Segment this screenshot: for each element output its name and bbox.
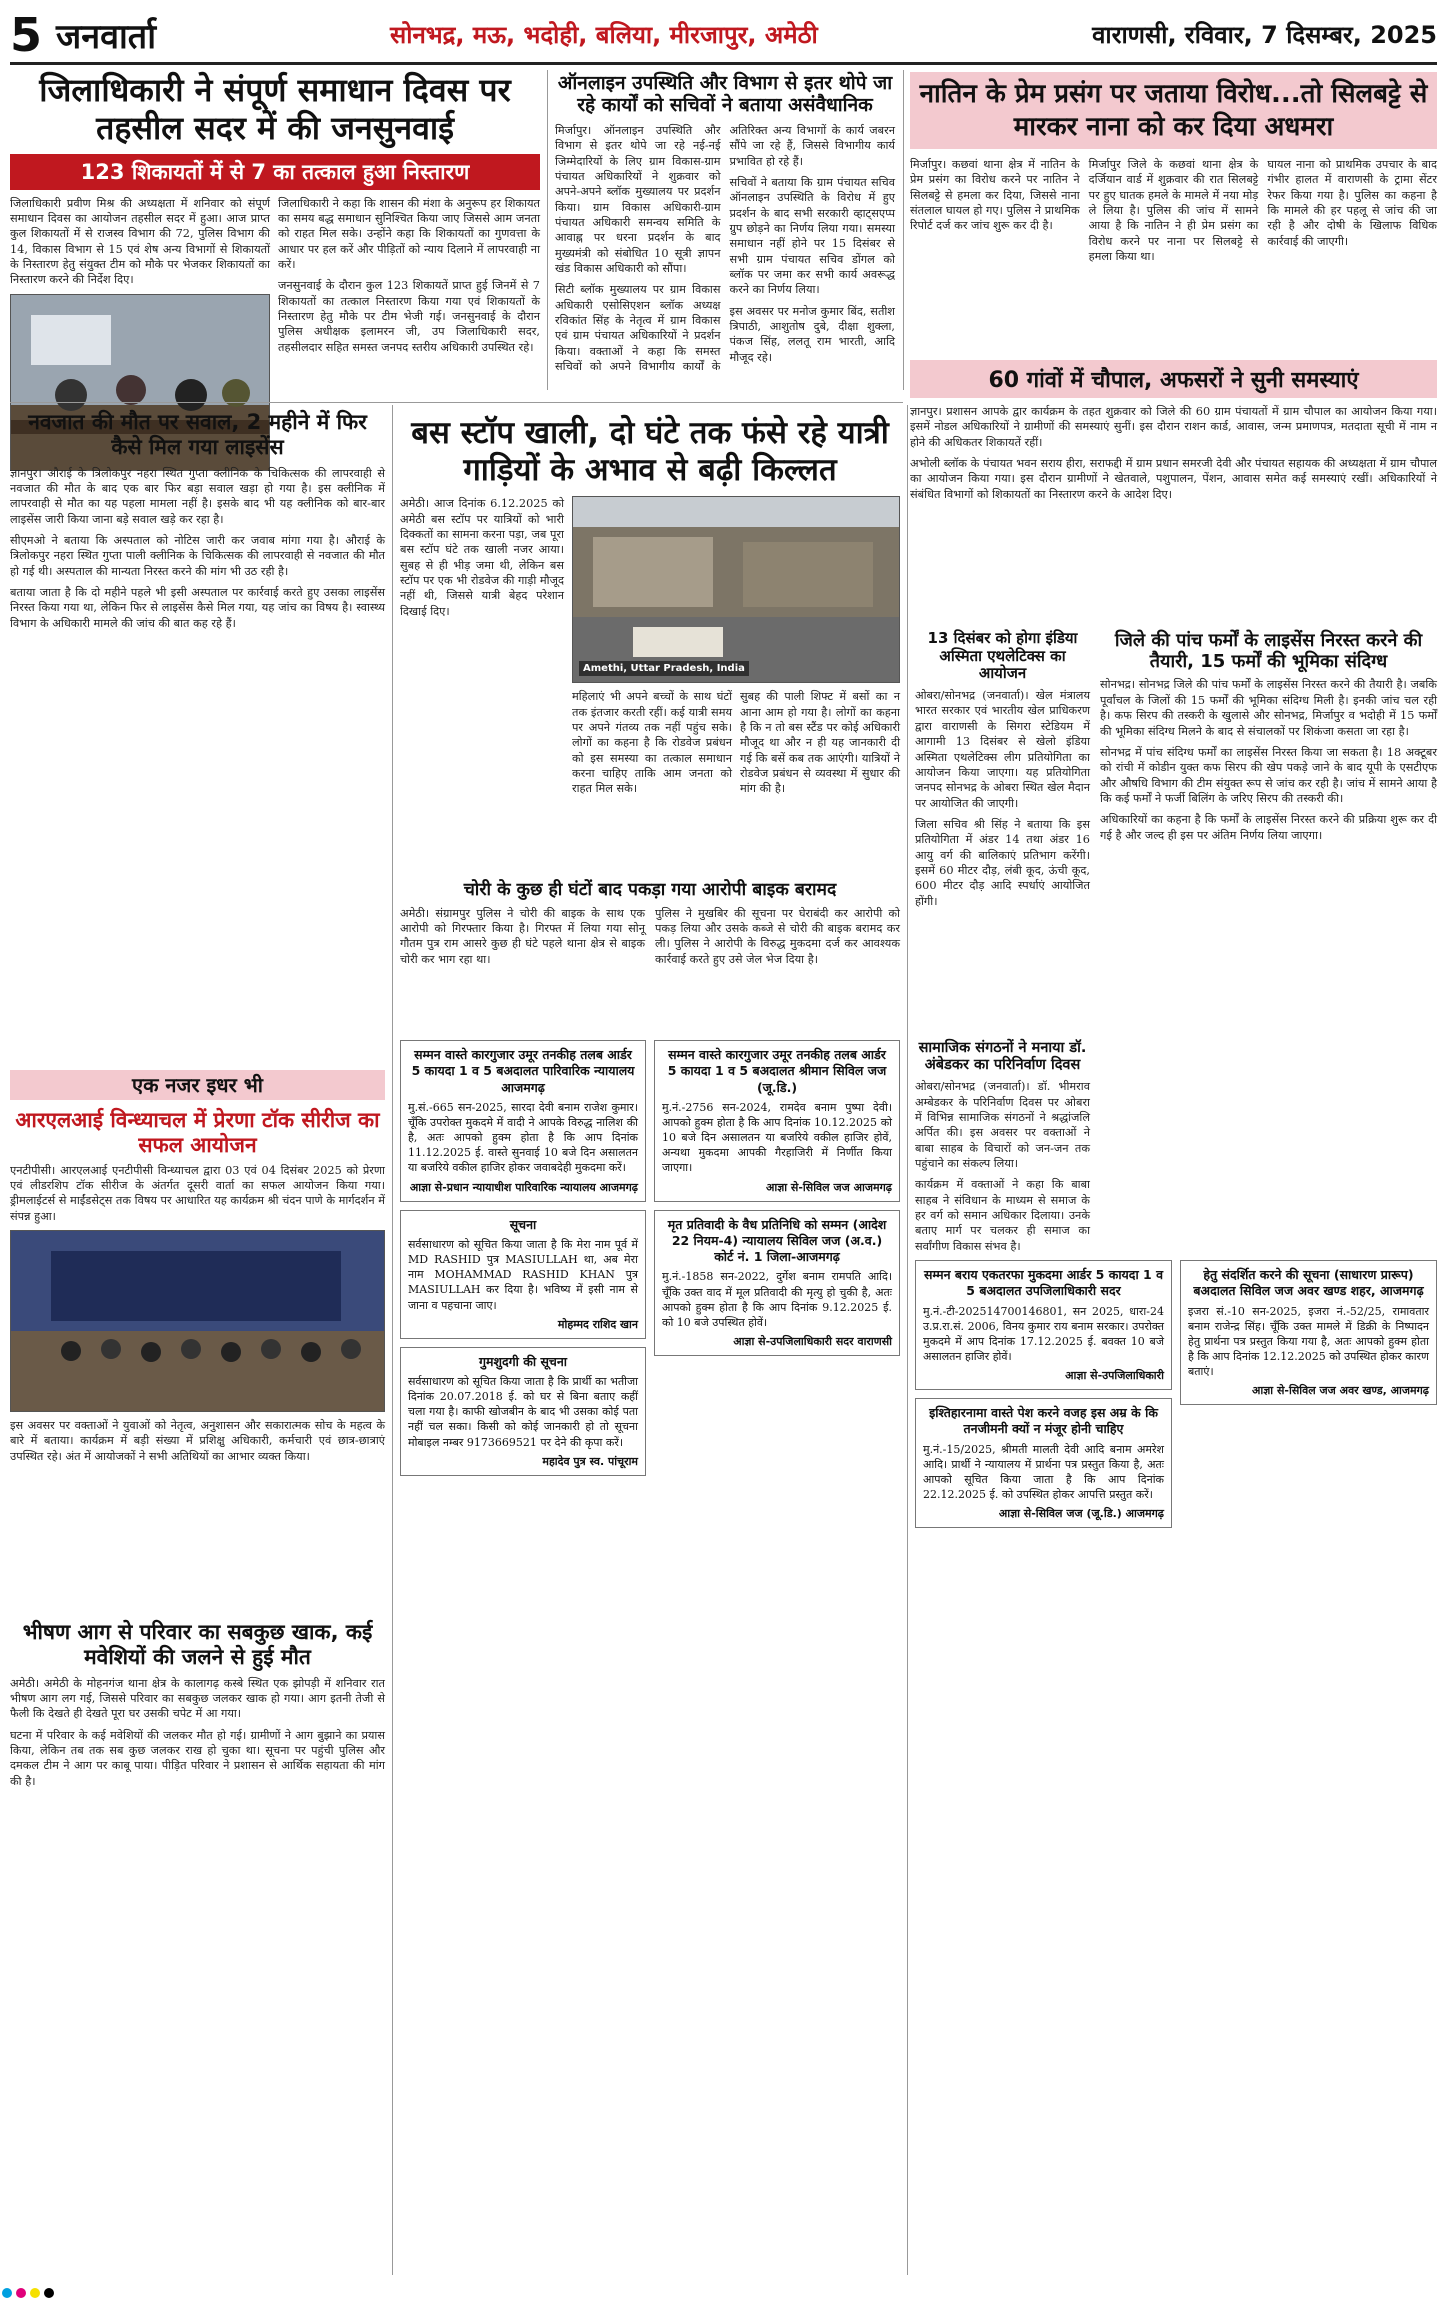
headline: आरएलआई विन्ध्याचल में प्रेरणा टॉक सीरीज का सफल आयोजन: [15, 1108, 380, 1157]
paragraph: ज्ञानपुर। औराई के त्रिलोकपुर नहरा स्थित गुप्ता क्लीनिक के चिकित्सक की लापरवाही से नवजात की मौत के बाद एक बार फिर बड़ा सवाल खड़ा हो गया है। इस क्लीनिक में लापरवाही से मौत का यह पहला मामला नहीं है। इसके बाद भी यह क्लीनिक को बार-बार लाइसेंस जारी किया जाना बड़े सवाल खड़े कर रहा है।: [10, 466, 385, 526]
paragraph: पुलिस ने मुखबिर की सूचना पर घेराबंदी कर आरोपी को पकड़ लिया और उसके कब्जे से चोरी की बाइक बरामद कर ली। पुलिस ने आरोपी के विरुद्ध मुकदमा दर्ज कर आवश्यक कार्रवाई करते हुए उसे जेल भेज दिया है।: [655, 906, 900, 966]
notice-sign: आज्ञा से-सिविल जज आजमगढ़: [765, 1180, 892, 1194]
paragraph: मिर्जापुर जिले के कछवां थाना क्षेत्र के दर्जियान वार्ड में शुक्रवार की रात सिलबट्टे पर हुए घातक हमले के मामले में नया मोड़ ले लिया है। पुलिस की जांच में सामने आया है कि नातिन ने ही प्रेम प्रसंग का विरोध करने पर नाना पर सिलबट्टे से हमला किया था।: [1088, 158, 1259, 264]
masthead-rule: [10, 62, 1437, 65]
paragraph: सोनभद्र। सोनभद्र जिले की पांच फर्मों के लाइसेंस निरस्त करने की तैयारी है। जबकि पूर्वांचल के जिलों की 15 फर्मों की भूमिका संदिग्ध मिली है। इनकी जांच चल रही है। कफ सिरप की तस्करी के खुलासे और सोनभद्र, मिर्जापुर व भदोही में 15 फर्मों की भूमिका संदिग्ध मिलने के बाद से संचालकों पर शिकंजा कसता जा रहा है।: [1100, 678, 1437, 738]
notice-title: मृत प्रतिवादी के वैध प्रतिनिधि को सम्मन (आदेश 22 नियम-4) न्यायालय सिविल जज (अ.व.) कोर्ट नं. 1 जिला-आजमगढ़: [667, 1216, 887, 1265]
paragraph: अभोली ब्लॉक के पंचायत भवन सराय हीरा, सराफद्दी में ग्राम प्रधान समरजी देवी और पंचायत सहायक की अध्यक्षता में ग्राम चौपाल का आयोजन किया गया। इस दौरान ग्रामीणों ने खेतवाले, पशुपालन, पेंशन, आवास समेत कई समस्याएं रखीं। अधिकारियों ने संबंधित विभागों को शिकायतों का निस्तारण करने के आदेश दिए।: [910, 457, 1437, 501]
masthead: [10, 8, 1437, 62]
section-rule: [10, 402, 903, 403]
story-ambedkar: [915, 1040, 1090, 1260]
headline: सामाजिक संगठनों ने मनाया डॉ. अंबेडकर का परिनिर्वाण दिवस: [918, 1040, 1087, 1074]
dateline: वाराणसी, रविवार, 7 दिसम्बर, 2025: [1092, 21, 1437, 49]
paragraph: जिलाधिकारी ने कहा कि शासन की मंशा के अनुरूप हर शिकायत का समय बद्ध समाधान सुनिश्चित किया जाए जिससे आम जनता को राहत मिल सके। उन्होंने कहा कि शिकायतों का गुणवत्ता के आधार पर हल करें और पीड़ितों को न्याय दिलाने में लापरवाही ना करें।: [278, 196, 540, 271]
paragraph: ओबरा/सोनभद्र (जनवार्ता)। खेल मंत्रालय भारत सरकार एवं भारतीय खेल प्राधिकरण द्वारा वाराणसी के सिगरा स्टेडियम में आगामी 13 दिसंबर से खेलो इंडिया अस्मिता एथलेटिक्स लीग प्रतियोगिता का आयोजन किया जाएगा। यह प्रतियोगिता जनपद सोनभद्र के ओबरा स्थित खेल मैदान पर आयोजित की जाएगी।: [915, 689, 1090, 810]
notice-sign: आज्ञा से-उपजिलाधिकारी सदर वाराणसी: [733, 1335, 892, 1349]
notice-text: मु.नं.-टी-202514700146801, सन 2025, धारा-24 उ.प्र.रा.सं. 2006, विनय कुमार राय बनाम सरकार। उपरोक्त मुकदमे में आप दिनांक 17.12.2025 ई. बवक्त 10 बजे असालतन हाजिर होवें।: [923, 1304, 1164, 1364]
story-rli-talk: [10, 1108, 385, 1470]
paragraph: कार्यक्रम में वक्ताओं ने कहा कि बाबा साहब ने संविधान के माध्यम से समाज के हर वर्ग को समान अधिकार दिलाया। उनके बताए मार्ग पर चलकर ही समाज का सर्वांगीण विकास संभव है।: [915, 1178, 1090, 1253]
story-chaupal: [910, 360, 1437, 508]
headline: जिलाधिकारी ने संपूर्ण समाधान दिवस पर तहसील सदर में की जनसुनवाई: [39, 71, 511, 147]
headline: नवजात की मौत पर सवाल, 2 महीने में फिर कैसे मिल गया लाइसेंस: [28, 410, 367, 459]
page-number: 5: [10, 8, 43, 62]
notice: [400, 1040, 646, 1202]
section-banner: एक नजर इधर भी: [10, 1070, 385, 1100]
notice: [400, 1210, 646, 1339]
notice-sign: आज्ञा से-सिविल जज (जू.डि.) आजमगढ़: [998, 1507, 1164, 1521]
paragraph: बताया जाता है कि दो महीने पहले भी इसी अस्पताल पर कार्रवाई करते हुए उसका लाइसेंस निरस्त किया गया था, लेकिन फिर से लाइसेंस कैसे मिल गया, यह जांच का विषय है। स्वास्थ्य विभाग के अधिकारी मामले की जांच की बात कह रहे हैं।: [10, 586, 385, 630]
paragraph: अमेठी। आज दिनांक 6.12.2025 को अमेठी बस स्टॉप पर यात्रियों को भारी दिक्कतों का सामना करना पड़ा, जब पूरा बस स्टॉप घंटे तक खाली नजर आया। सुबह से ही भीड़ जमा थी, लेकिन बस स्टॉप पर एक भी रोडवेज की गाड़ी मौजूद नहीं थी, जिससे यात्री बेहद परेशान दिखाई दिए।: [400, 497, 564, 618]
column-rule: [392, 405, 393, 2275]
paragraph: सिटी ब्लॉक मुख्यालय पर ग्राम विकास अधिकारी एसोसिएशन ब्लॉक अध्यक्ष रविकांत सिंह के नेतृत्व में ग्राम विकास एवं ग्राम पंचायत अधिकारियों ने प्रदर्शन किया। वक्ताओं ने कहा कि समस्त सचिवों को अपने विभागीय कार्यों के अतिरिक्त अन्य विभागों के कार्य जबरन सौंपे जा रहे हैं, जिससे विभागीय कार्य प्रभावित हो रहे हैं।: [555, 123, 895, 374]
column-rule: [903, 70, 904, 390]
notice-title: हेतु संदर्शित करने की सूचना (साधारण प्रारूप) बअदालत सिविल जज अवर खण्ड शहर, आजमगढ़: [1193, 1267, 1424, 1299]
legal-notices-right: [915, 1260, 1437, 1528]
notice-title: गुमशुदगी की सूचना: [478, 1353, 568, 1369]
paragraph: ओबरा/सोनभद्र (जनवार्ता)। डॉ. भीमराव अम्बेडकर के परिनिर्वाण दिवस पर ओबरा में विभिन्न सामाजिक संगठनों ने श्रद्धांजलि अर्पित की। इस अवसर पर वक्ताओं ने बाबा साहब के विचारों को जन-जन तक पहुंचाने का संकल्प लिया।: [915, 1080, 1090, 1171]
story-bike-theft: [400, 880, 900, 973]
paragraph: ज्ञानपुर। प्रशासन आपके द्वार कार्यक्रम के तहत शुक्रवार को जिले की 60 ग्राम पंचायतों में ग्राम चौपाल का आयोजन किया गया। इसमें नोडल अधिकारियों ने ग्रामीणों की समस्याएं सुनीं। इस दौरान राशन कार्ड, आवास, जन्म प्रमाणपत्र, मतदाता सूची में नाम न होने की अधिकतर शिकायतें रहीं।: [910, 405, 1437, 449]
notice-text: सर्वसाधारण को सूचित किया जाता है कि मेरा नाम पूर्व में MD RASHID पुत्र MASIULLAH था, अब मेरा नाम MOHAMMAD RASHID KHAN पुत्र MASIULLAH कर दिया है। भविष्य में इसी नाम से जाना व पहचाना जाए।: [408, 1237, 638, 1312]
notice: [400, 1347, 646, 1476]
notice-sign: आज्ञा से-प्रधान न्यायाधीश पारिवारिक न्यायालय आजमगढ़: [409, 1180, 638, 1194]
paragraph: मिर्जापुर। ऑनलाइन उपस्थिति और विभाग से इतर थोपे जा रहे नई-नई जिम्मेदारियों के लिए ग्राम विकास-ग्राम पंचायत अधिकारियों ने शुक्रवार को अपने-अपने ब्लॉक मुख्यालय पर प्रदर्शन किया। ग्राम विकास अधिकारी-ग्राम पंचायत अधिकारी समन्वय समिति के आवाह्न पर धरना प्रदर्शन के बाद मुख्यमंत्री को संबोधित 10 सूत्री ज्ञापन खंड विकास अधिकारी को सौंपा।: [555, 123, 721, 276]
paragraph: मिर्जापुर। कछवां थाना क्षेत्र में नातिन के प्रेम प्रसंग का विरोध करने पर नातिन ने सिलबट्टे से हमला कर दिया, जिससे नाना संतलाल घायल हो गए। पुलिस ने प्राथमिक रिपोर्ट दर्ज कर जांच शुरू कर दी है।: [910, 158, 1080, 233]
headline: ऑनलाइन उपस्थिति और विभाग से इतर थोपे जा रहे कार्यों को सचिवों ने बताया असंवैधानिक: [557, 72, 893, 117]
notice-sign: मोहम्मद राशिद खान: [557, 1317, 638, 1331]
story-newborn-death: [10, 410, 385, 637]
legal-notices-left: [400, 1040, 900, 1476]
paragraph: इस अवसर पर मनोज कुमार बिंद, सतीश त्रिपाठी, आशुतोष दुबे, दीक्षा शुक्ला, पंकज सिंह, ललतू राम भारती, आदि मौजूद रहे।: [729, 304, 895, 364]
paragraph: इस अवसर पर वक्ताओं ने युवाओं को नेतृत्व, अनुशासन और सकारात्मक सोच के महत्व के बारे में बताया। कार्यक्रम में बड़ी संख्या में प्रशिक्षु अधिकारी, कर्मचारी एवं छात्र-छात्राएं उपस्थित रहे। अंत में आयोजकों ने सभी अतिथियों का आभार व्यक्त किया।: [10, 1418, 385, 1463]
notice: [1180, 1260, 1437, 1405]
story-athletics: [915, 630, 1090, 915]
notice-title: इश्तिहारनामा वास्ते पेश करने वजह इस अम्र के कि तनजीमनी क्यों न मंजूर होनी चाहिए: [929, 1405, 1158, 1437]
notice-text: सर्वसाधारण को सूचित किया जाता है कि प्रार्थी का भतीजा दिनांक 20.07.2018 ई. को घर से बिना बताए कहीं चला गया है। काफी खोजबीन के बाद भी उसका कोई पता नहीं चल सका। किसी को कोई जानकारी हो तो सूचना मोबाइल नम्बर 9173669521 पर देने की कृपा करें।: [408, 1374, 638, 1449]
headline: चोरी के कुछ ही घंटों बाद पकड़ा गया आरोपी बाइक बरामद: [463, 880, 837, 900]
notice-text: मु.नं.-15/2025, श्रीमती मालती देवी आदि बनाम अमरेश आदि। प्रार्थी ने न्यायालय में प्रार्थना पत्र प्रस्तुत किया है, अतः आपको सूचित किया जाता है कि आप दिनांक 22.12.2025 ई. को उपस्थित होकर आपत्ति प्रस्तुत करें।: [923, 1442, 1164, 1502]
notice-sign: महादेव पुत्र स्व. पांचूराम: [542, 1454, 638, 1468]
paragraph: जिला सचिव श्री सिंह ने बताया कि इस प्रतियोगिता में अंडर 14 तथा अंडर 16 आयु वर्ग की बालिकाएं प्रतिभाग करेंगी। इसमें 60 मीटर दौड़, लंबी कूद, ऊंची कूद, 600 मीटर दौड़ आदि स्पर्धाएं आयोजित होंगी।: [915, 817, 1090, 908]
paragraph: अमेठी। अमेठी के मोहनगंज थाना क्षेत्र के कालागढ़ कस्बे स्थित एक झोपड़ी में शनिवार रात भीषण आग लग गई, जिससे परिवार का सबकुछ जलकर खाक हो गया। आग इतनी तेजी से फैली कि देखते ही देखते पूरा घर उसकी चपेट में आ गया।: [10, 1676, 385, 1721]
column-rule: [907, 405, 908, 2275]
paragraph: सोनभद्र में पांच संदिग्ध फर्मों का लाइसेंस निरस्त किया जा सकता है। 18 अक्टूबर को रांची में कोडीन युक्त कफ सिरप की खेप पकड़े जाने के बाद यूपी के एसटीएफ और औषधि विभाग की टीम संयुक्त रूप से जांच कर रही है। जांच में सामने आया है कि कई फर्मों ने फर्जी बिलिंग के जरिए सिरप की तस्करी की।: [1100, 745, 1437, 805]
headline: बस स्टॉप खाली, दो घंटे तक फंसे रहे यात्री गाड़ियों के अभाव से बढ़ी किल्लत: [411, 415, 889, 488]
headline: भीषण आग से परिवार का सबकुछ खाक, कई मवेशियों की जलने से हुई मौत: [22, 1620, 373, 1669]
photo-caption: Amethi, Uttar Pradesh, India: [579, 661, 749, 676]
column-rule: [547, 70, 548, 390]
paragraph: सचिवों ने बताया कि ग्राम पंचायत सचिव ऑनलाइन उपस्थिति के विरोध में हुए प्रदर्शन के बाद सभी सरकारी व्हाट्सएप्प ग्रुप छोड़ने का निर्णय लिया गया। समस्या समाधान नहीं होने पर 15 दिसंबर से सभी ग्राम पंचायत सचिव डोंगल को ब्लॉक पर जमा कर सभी कार्य अवरूद्ध करने का निर्णय लिया।: [729, 175, 895, 297]
notice: [915, 1398, 1172, 1528]
notice-text: इजरा सं.-10 सन-2025, इजरा नं.-52/25, रामावतार बनाम राजेन्द्र सिंह। चूँकि उक्त मामले में डिक्री के निष्पादन हेतु प्रार्थना पत्र प्रस्तुत किया गया है, अतः आपको हुक्म होता है कि आप दिनांक 12.12.2025 को उपस्थित होकर कारण बताएं।: [1188, 1304, 1429, 1379]
paragraph: जिलाधिकारी प्रवीण मिश्र की अध्यक्षता में शनिवार को संपूर्ण समाधान दिवस का आयोजन तहसील सदर में हुआ। आज प्राप्त कुल शिकायतों में से राजस्व विभाग की 72, पुलिस विभाग की 14, विकास विभाग से 15 एवं शेष अन्य विभागों से शिकायतों के निस्तारण हेतु संयुक्त टीम को मौके पर भेजकर शिकायतों का निस्तारण करने की निर्देश दिए।: [10, 196, 270, 287]
color-registration-strip: [0, 2285, 1447, 2299]
story-secretaries-protest: [555, 72, 895, 375]
regions-line: सोनभद्र, मऊ, भदोही, बलिया, मीरजापुर, अमेठी: [390, 21, 818, 49]
paragraph: जनसुनवाई के दौरान कुल 123 शिकायतें प्राप्त हुई जिनमें से 7 शिकायतों का तत्काल निस्तारण किया गया एवं शिकायतों के निस्तारण हेतु मौके पर टीम भेजी गई। जनसुनवाई के दौरान पुलिस अधीक्षक इलामरन जी, उप जिलाधिकारी सदर, तहसीलदार सहित समस्त जनपद स्तरीय अधिकारी उपस्थित रहे।: [278, 279, 540, 354]
paragraph: एनटीपीसी। आरएलआई एनटीपीसी विन्ध्याचल द्वारा 03 एवं 04 दिसंबर 2025 को प्रेरणा एवं लीडरशिप टॉक सीरीज के अंतर्गत दूसरी वार्ता का सफल आयोजन किया गया। ड्रीमलाईटर्स से माईंडसेट्स तक विषय पर आधारित यह कार्यक्रम श्री चंदन पाणे के मार्गदर्शन में संपन्न हुआ।: [10, 1163, 385, 1223]
story-granddaughter-attack: [910, 72, 1437, 265]
notice: [915, 1260, 1172, 1390]
notice: [654, 1040, 900, 1202]
headline: नातिन के प्रेम प्रसंग पर जताया विरोध...तो सिलबट्टे से मारकर नाना को कर दिया अधमरा: [910, 72, 1437, 149]
bus-stop-photo: [572, 496, 900, 683]
notice-sign: आज्ञा से-उपजिलाधिकारी: [1065, 1369, 1164, 1383]
story-bus-stop: [400, 415, 900, 803]
story-firm-license: [1100, 630, 1437, 849]
paragraph: अमेठी। संग्रामपुर पुलिस ने चोरी की बाइक के साथ एक आरोपी को गिरफ्तार किया है। गिरफ्त में लिया गया सोनू गौतम पुत्र राम आसरे कुछ ही घंटे पहले थाना क्षेत्र से बाइक चोरी कर भाग रहा था।: [400, 906, 645, 966]
story-fire: [10, 1620, 385, 1795]
notice-title: सम्मन वास्ते कारगुजार उमूर तनकीह तलब आर्डर 5 कायदा 1 व 5 बअदालत पारिवारिक न्यायालय आजमगढ़: [411, 1047, 635, 1095]
notice-text: मु.सं.-665 सन-2025, सारदा देवी बनाम राजेश कुमार। चूँकि उपरोक्त मुकदमे में वादी ने आपके विरुद्ध नालिश की है, अतः आपको हुक्म होता है कि आप दिनांक 11.12.2025 ई. वास्ते सुनवाई 10 बजे दिन असालतन या बजरिये वकील हाजिर होकर जवाबदेही मुकदमा करें।: [408, 1100, 638, 1175]
event-photo: [10, 1230, 385, 1412]
notice-title: सम्मन बराय एकतरफा मुकदमा आर्डर 5 कायदा 1 व 5 बअदालत उपजिलाधिकारी सदर: [923, 1267, 1164, 1299]
paragraph: अधिकारियों का कहना है कि फर्मों के लाइसेंस निरस्त करने की प्रक्रिया शुरू कर दी गई है और जल्द ही इस पर अंतिम निर्णय लिया जाएगा।: [1100, 813, 1437, 842]
paragraph: घायल नाना को प्राथमिक उपचार के बाद गंभीर हालत में वाराणसी के ट्रामा सेंटर रेफर किया गया है। पुलिस का कहना है कि मामले की हर पहलू से जांच की जा रही है और दोषी के खिलाफ विधिक कार्रवाई की जाएगी।: [1267, 158, 1437, 248]
paragraph: महिलाएं भी अपने बच्चों के साथ घंटों तक इंतजार करती रहीं। कई यात्री समय पर अपने गंतव्य तक नहीं पहुंच सके। लोगों का कहना है कि रोडवेज प्रबंधन को इस समस्या का तत्काल समाधान करना चाहिए ताकि आम जनता को राहत मिल सके।: [572, 690, 732, 796]
notice-sign: आज्ञा से-सिविल जज अवर खण्ड, आजमगढ़: [1252, 1384, 1429, 1398]
notice-title: सूचना: [509, 1216, 537, 1232]
notice-text: मु.नं.-2756 सन-2024, रामदेव बनाम पुष्पा देवी। आपको हुक्म होता है कि आप दिनांक 10.12.2025 को 10 बजे दिन असालतन या बजरिये वकील हाजिर होवें, अन्यथा मुकदमा आपकी गैरहाजिरी में निर्णीत किया जाएगा।: [662, 1100, 892, 1175]
headline: 13 दिसंबर को होगा इंडिया अस्मिता एथलेटिक्स का आयोजन: [927, 629, 1078, 683]
notice-title: सम्मन वास्ते कारगुजार उमूर तनकीह तलब आर्डर 5 कायदा 1 व 5 बअदालत श्रीमान सिविल जज (जू.डि.): [667, 1047, 887, 1095]
headline: जिले की पांच फर्मों के लाइसेंस निरस्त करने की तैयारी, 15 फर्मों की भूमिका संदिग्ध: [1114, 630, 1423, 673]
headline: 60 गांवों में चौपाल, अफसरों ने सुनी समस्याएं: [910, 360, 1437, 398]
brand-title: जनवार्ता: [56, 17, 156, 57]
notice-text: मु.नं.-1858 सन-2022, दुर्गेश बनाम रामपति आदि। चूँकि उक्त वाद में मूल प्रतिवादी की मृत्यु हो चुकी है, अतः आपको हुक्म होता है कि आप दिनांक 9.12.2025 ई. को 10 बजे उपस्थित होवें।: [662, 1270, 892, 1329]
paragraph: सीएमओ ने बताया कि अस्पताल को नोटिस जारी कर जवाब मांगा गया है। औराई के त्रिलोकपुर नहरा स्थित गुप्ता पाली क्लीनिक के चिकित्सक की लापरवाही से नवजात की मौत हो गई थी। अस्पताल की मान्यता निरस्त करने की मांग भी उठ रही है।: [10, 533, 385, 578]
paragraph: घटना में परिवार के कई मवेशियों की जलकर मौत हो गई। ग्रामीणों ने आग बुझाने का प्रयास किया, लेकिन तब तक सब कुछ जलकर राख हो चुका था। सूचना पर पहुंची पुलिस और दमकल टीम ने आग पर काबू पाया। पीड़ित परिवार ने प्रशासन से आर्थिक सहायता की मांग की है।: [10, 1728, 385, 1788]
subhead-band: 123 शिकायतों में से 7 का तत्काल हुआ निस्तारण: [10, 154, 540, 190]
notice: [654, 1210, 900, 1356]
paragraph: सुबह की पाली शिफ्ट में बसों का न आना आम हो गया है। लोगों का कहना है कि न तो बस स्टैंड पर कोई अधिकारी मौजूद था और न ही यह जानकारी दी गई कि बसें कब तक आएंगी। यात्रियों ने रोडवेज प्रबंधन से व्यवस्था में सुधार की मांग की है।: [740, 690, 900, 796]
